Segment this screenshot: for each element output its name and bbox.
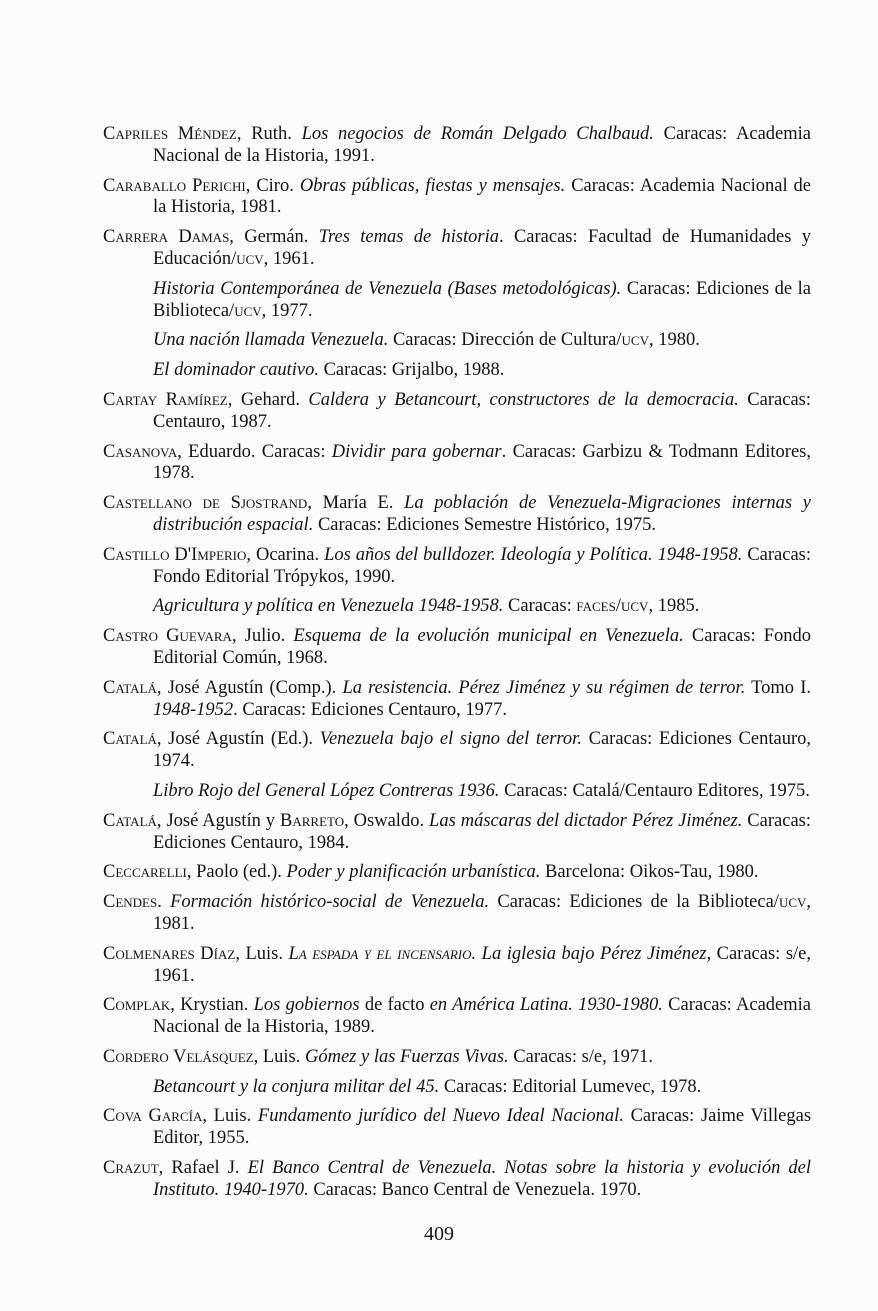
entry-text: , Ocarina.	[246, 544, 325, 565]
entry-text: , Oswaldo.	[344, 810, 430, 831]
entry-text: Caracas: Editorial Lumevec, 1978.	[439, 1076, 702, 1097]
entry-text: . Caracas: Garbizu & Todmann Editores, 1978.	[153, 441, 812, 484]
bibliography-entry	[103, 390, 811, 434]
entry-text: Caracas: Ediciones de la Biblioteca/	[153, 278, 811, 321]
entry-title-italic: Obras públicas, fiestas y mensajes.	[299, 175, 566, 196]
entry-text: Caracas: Centauro, 1987.	[153, 389, 811, 432]
entry-title-italic: Libro Rojo del General López Contreras 1936.	[153, 780, 500, 801]
entry-text: Caracas:	[503, 596, 577, 617]
entry-text: Caracas: Grijalbo, 1988.	[318, 360, 505, 381]
entry-text: Caracas: Ediciones Semestre Histórico, 1975.	[313, 514, 657, 535]
bibliography-entry-same-author	[103, 1077, 811, 1099]
entry-title-italic: Betancourt y la conjura militar del 45.	[153, 1076, 440, 1097]
entry-text: , 1985.	[648, 596, 700, 617]
entry-author-smallcaps: Crazut	[103, 1158, 159, 1179]
entry-author-smallcaps: Colmenares Díaz	[103, 943, 236, 964]
entry-title-italic: Tres temas de historia	[318, 227, 500, 248]
entry-text: , Ciro.	[245, 175, 300, 196]
entry-title-italic: Fundamento jurídico del Nuevo Ideal Nacional.	[257, 1106, 624, 1127]
bibliography-entry	[103, 995, 811, 1039]
bibliography-entry-same-author	[103, 360, 811, 382]
entry-title-italic: La resistencia. Pérez Jiménez y su régimen de terror.	[342, 677, 746, 698]
entry-text: Tomo I.	[745, 677, 812, 698]
entry-author-smallcaps: ucv	[236, 248, 264, 269]
entry-text: , Rafael J.	[158, 1158, 248, 1179]
entry-author-smallcaps: Casanova	[103, 441, 178, 462]
entry-author-smallcaps: Complak	[103, 995, 171, 1016]
entry-text: Caracas: Academia Nacional de la Historia, 1991.	[153, 124, 812, 166]
entry-text: Caracas: Dirección de Cultura/	[388, 330, 622, 351]
entry-text: Caracas: Fondo Editorial Común, 1968.	[153, 626, 812, 668]
entry-text: Caracas: Banco Central de Venezuela. 1970.	[308, 1179, 642, 1200]
entry-text: de facto	[359, 995, 430, 1016]
entry-text: Caracas: Jaime Villegas Editor, 1955.	[153, 1106, 812, 1149]
entry-text: , Luis.	[202, 1106, 258, 1127]
entry-text: Caracas: Fondo Editorial Trópykos, 1990.	[153, 544, 811, 587]
entry-text: , 1981.	[153, 892, 812, 934]
entry-text: , 1980.	[649, 330, 700, 351]
entry-text: , Julio.	[231, 626, 294, 647]
bibliography-entry	[103, 493, 811, 537]
entry-text: , José Agustín (Comp.).	[156, 677, 343, 698]
bibliography-entry	[103, 944, 811, 988]
entry-author-smallcaps: Ceccarelli	[103, 862, 187, 883]
entry-title-italic: Poder y planificación urbanística.	[286, 862, 541, 883]
entry-author-smallcaps: Catalá	[103, 810, 157, 831]
entry-title-italic: La población de Venezuela-Migraciones internas y distribución espacial.	[153, 493, 811, 535]
entry-text: /	[615, 596, 621, 617]
entry-text: , Paolo (ed.).	[186, 862, 287, 883]
entry-title-italic: Dividir para gobernar	[331, 441, 502, 462]
entry-author-smallcaps: Castillo D'Imperio	[103, 544, 247, 565]
entry-author-smallcaps: ucv	[778, 892, 807, 913]
entry-author-smallcaps: Cova García	[103, 1106, 203, 1127]
entry-title-italic: Las máscaras del dictador Pérez Jiménez.	[429, 810, 743, 831]
entry-title-italic: El dominador cautivo.	[153, 360, 319, 381]
entry-text: , Krystian.	[170, 995, 254, 1016]
entry-text: Caracas: s/e, 1971.	[508, 1046, 654, 1067]
entry-author-smallcaps: Castellano de Sjostrand	[103, 493, 308, 514]
entry-title-italic: Los años del bulldozer. Ideología y Política. 1948-1958.	[324, 544, 743, 565]
entry-author-smallcaps: ucv	[621, 330, 649, 351]
entry-text: Caracas: s/e, 1961.	[153, 943, 812, 986]
bibliography-entry	[103, 626, 811, 670]
bibliography-entry	[103, 862, 811, 884]
bibliography-entry	[103, 1047, 811, 1069]
entry-text: , 1961.	[263, 248, 315, 269]
page-number: 409	[424, 1223, 454, 1245]
bibliography-entry-same-author	[103, 781, 811, 803]
entry-author-smallcaps: Castro Guevara	[103, 626, 232, 647]
entry-text: , Luis.	[253, 1046, 305, 1067]
bibliography-entry	[103, 678, 811, 722]
entry-title-italic: Los negocios de Román Delgado Chalbaud.	[301, 124, 654, 144]
entry-text: , María E.	[307, 493, 405, 514]
entry-text: Caracas: Academia Nacional de la Historia, 1989.	[153, 995, 812, 1038]
entry-text: .	[157, 892, 171, 913]
entry-title-italic: en América Latina. 1930-1980.	[429, 995, 663, 1016]
bibliography-entry-same-author	[103, 279, 811, 323]
bibliography-entry	[103, 227, 811, 271]
entry-author-smallcaps: Caraballo Perichi	[103, 175, 246, 196]
entry-title-italic: Formación histórico-social de Venezuela.	[170, 892, 490, 913]
entry-text: , Eduardo. Caracas:	[177, 441, 332, 462]
bibliography-entry	[103, 176, 811, 220]
entry-author-smallcaps: Carrera Damas	[103, 227, 230, 248]
entry-title-italic: Historia Contemporánea de Venezuela (Bases metodológicas).	[153, 278, 622, 299]
bibliography-entry-same-author	[103, 330, 811, 352]
entry-author-smallcaps: Barreto	[280, 810, 345, 831]
bibliography-entry-same-author	[103, 596, 811, 618]
entry-author-smallcaps: Cartay Ramírez	[103, 389, 228, 410]
bibliography-entry	[103, 442, 811, 486]
bibliography-list	[103, 124, 811, 1210]
entry-title-italic: Gómez y las Fuerzas Vivas.	[305, 1046, 509, 1067]
entry-title-italic: Una nación llamada Venezuela.	[153, 330, 389, 351]
entry-text: , Ruth.	[236, 124, 302, 144]
bibliography-entry	[103, 811, 811, 855]
entry-title-italic: Caldera y Betancourt, constructores de la democracia.	[308, 389, 739, 410]
entry-title-italic: La iglesia bajo Pérez Jiménez,	[481, 943, 712, 964]
entry-text: , José Agustín (Ed.).	[156, 729, 320, 750]
entry-author-smallcaps: Cordero Velásquez	[103, 1046, 254, 1067]
entry-author-smallcaps: Cendes	[103, 892, 158, 913]
entry-text: . Caracas: Ediciones Centauro, 1977.	[233, 699, 507, 720]
entry-title-italic: Esquema de la evolución municipal en Venezuela.	[293, 626, 684, 647]
entry-title-italic: Venezuela bajo el signo del terror.	[319, 729, 582, 750]
bibliography-entry	[103, 1158, 811, 1202]
bibliography-entry	[103, 124, 811, 168]
entry-text: , 1977.	[261, 300, 313, 321]
entry-author-smallcaps: Capriles Méndez	[103, 124, 237, 144]
entry-text: . Caracas: Facultad de Humanidades y Educación/	[153, 227, 811, 269]
bibliography-entry	[103, 545, 811, 589]
bibliography-entry	[103, 729, 811, 773]
entry-title-italic: Agricultura y política en Venezuela 1948-1958.	[153, 596, 504, 617]
entry-text: Caracas: Catalá/Centauro Editores, 1975.	[499, 780, 810, 801]
entry-author-smallcaps: ucv	[234, 300, 262, 321]
entry-title-italic: 1948-1952	[153, 699, 234, 720]
entry-text: , José Agustín y	[156, 810, 280, 831]
entry-text: , Luis.	[235, 943, 289, 964]
bibliography-entry	[103, 892, 811, 936]
entry-title-italic: El Banco Central de Venezuela. Notas sobre la historia y evolución del Instituto. 1940-1970.	[153, 1158, 812, 1200]
entry-text: Caracas: Academia Nacional de la Historia, 1981.	[153, 175, 812, 218]
entry-text: , Gehard.	[227, 389, 309, 410]
entry-text: , Germán.	[229, 227, 319, 248]
entry-text: Caracas: Ediciones de la Biblioteca/	[489, 892, 779, 913]
entry-author-smallcaps: faces	[576, 596, 616, 617]
entry-author-smallcaps: Catalá	[103, 677, 157, 698]
entry-author-smallcaps: ucv	[621, 596, 649, 617]
bibliography-entry	[103, 1106, 811, 1150]
entry-title-italic: Los gobiernos	[253, 995, 360, 1016]
entry-title-italic-smallcaps: La espada y el incensario.	[288, 943, 477, 964]
entry-text: Caracas: Ediciones Centauro, 1984.	[153, 810, 811, 853]
entry-author-smallcaps: Catalá	[103, 729, 157, 750]
entry-text: Barcelona: Oikos-Tau, 1980.	[540, 862, 759, 883]
entry-text: Caracas: Ediciones Centauro, 1974.	[153, 729, 811, 772]
